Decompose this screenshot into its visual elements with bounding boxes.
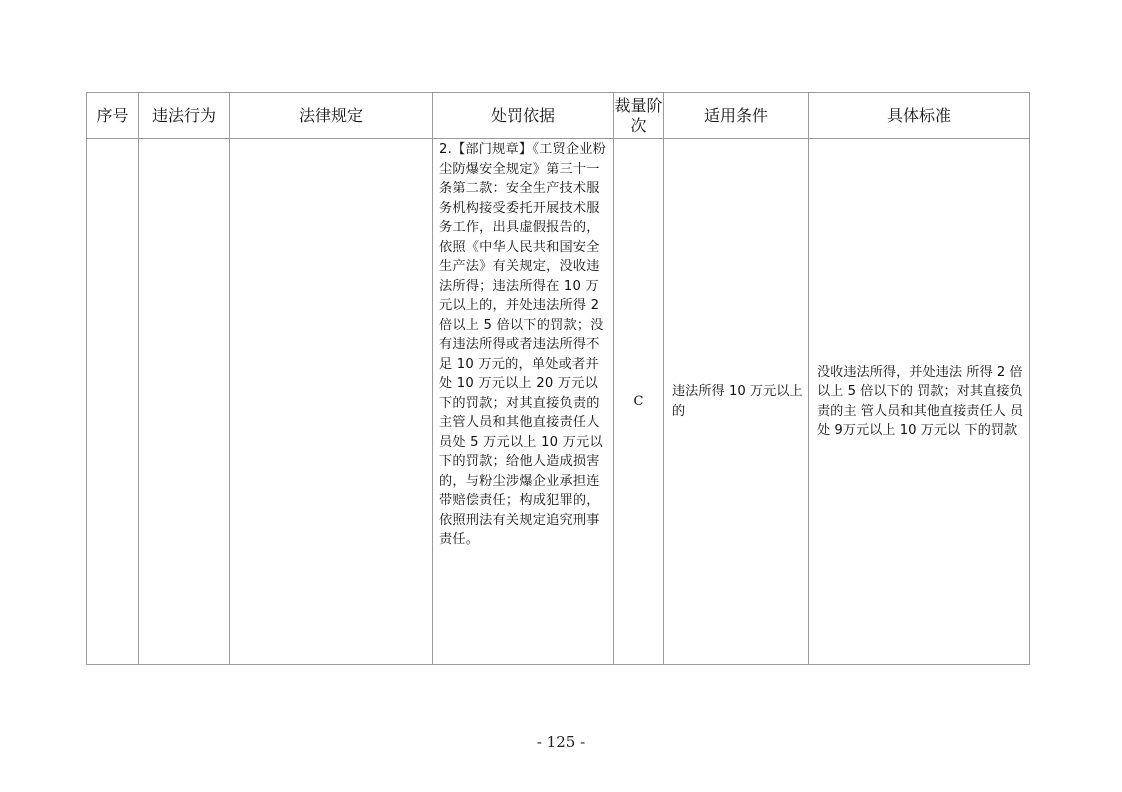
page-number: - 125 - xyxy=(536,733,586,751)
cell-level: C xyxy=(614,139,664,665)
header-basis: 处罚依据 xyxy=(433,93,614,139)
table-header-row xyxy=(87,93,1030,139)
header-behavior: 违法行为 xyxy=(139,93,230,139)
header-standard: 具体标准 xyxy=(809,93,1030,139)
table-row xyxy=(87,139,1030,665)
cell-behavior xyxy=(139,139,230,665)
cell-standard: 没收违法所得，并处违法 所得 2 倍以上 5 倍以下的 罚款；对其直接负责的主 管人员和其他直接责任人 员处 9万元以上 10 万元以 下的罚款 xyxy=(809,139,1030,665)
cell-seq xyxy=(87,139,139,665)
header-law: 法律规定 xyxy=(230,93,433,139)
header-seq: 序号 xyxy=(87,93,139,139)
penalty-table xyxy=(86,92,1030,665)
header-conditions: 适用条件 xyxy=(664,93,809,139)
cell-law xyxy=(230,139,433,665)
cell-basis: 2.【部门规章】《工贸企业粉尘防爆安全规定》第三十一条第二款：安全生产技术服务机构接受委托开展技术服务工作，出具虚假报告的，依照《中华人民共和国安全生产法》有关规定，没收违法所得；违法所得在 10 万元以上的，并处违法所得 2 倍以上 5 倍以下的罚款；没有违法所得或者违法所得不足 10 万元的，单处或者并处 10 万元以上 20 万元以下的罚款；对其直接负责的主管人员和其他直接责任人员处 5 万元以上 10 万元以下的罚款；给他人造成损害的，与粉尘涉爆企业承担连带赔偿责任；构成犯罪的，依照刑法有关规定追究刑事责任。 xyxy=(433,139,614,665)
cell-conditions: 违法所得 10 万元以上的 xyxy=(664,139,809,665)
header-level: 裁量阶次 xyxy=(614,93,664,139)
